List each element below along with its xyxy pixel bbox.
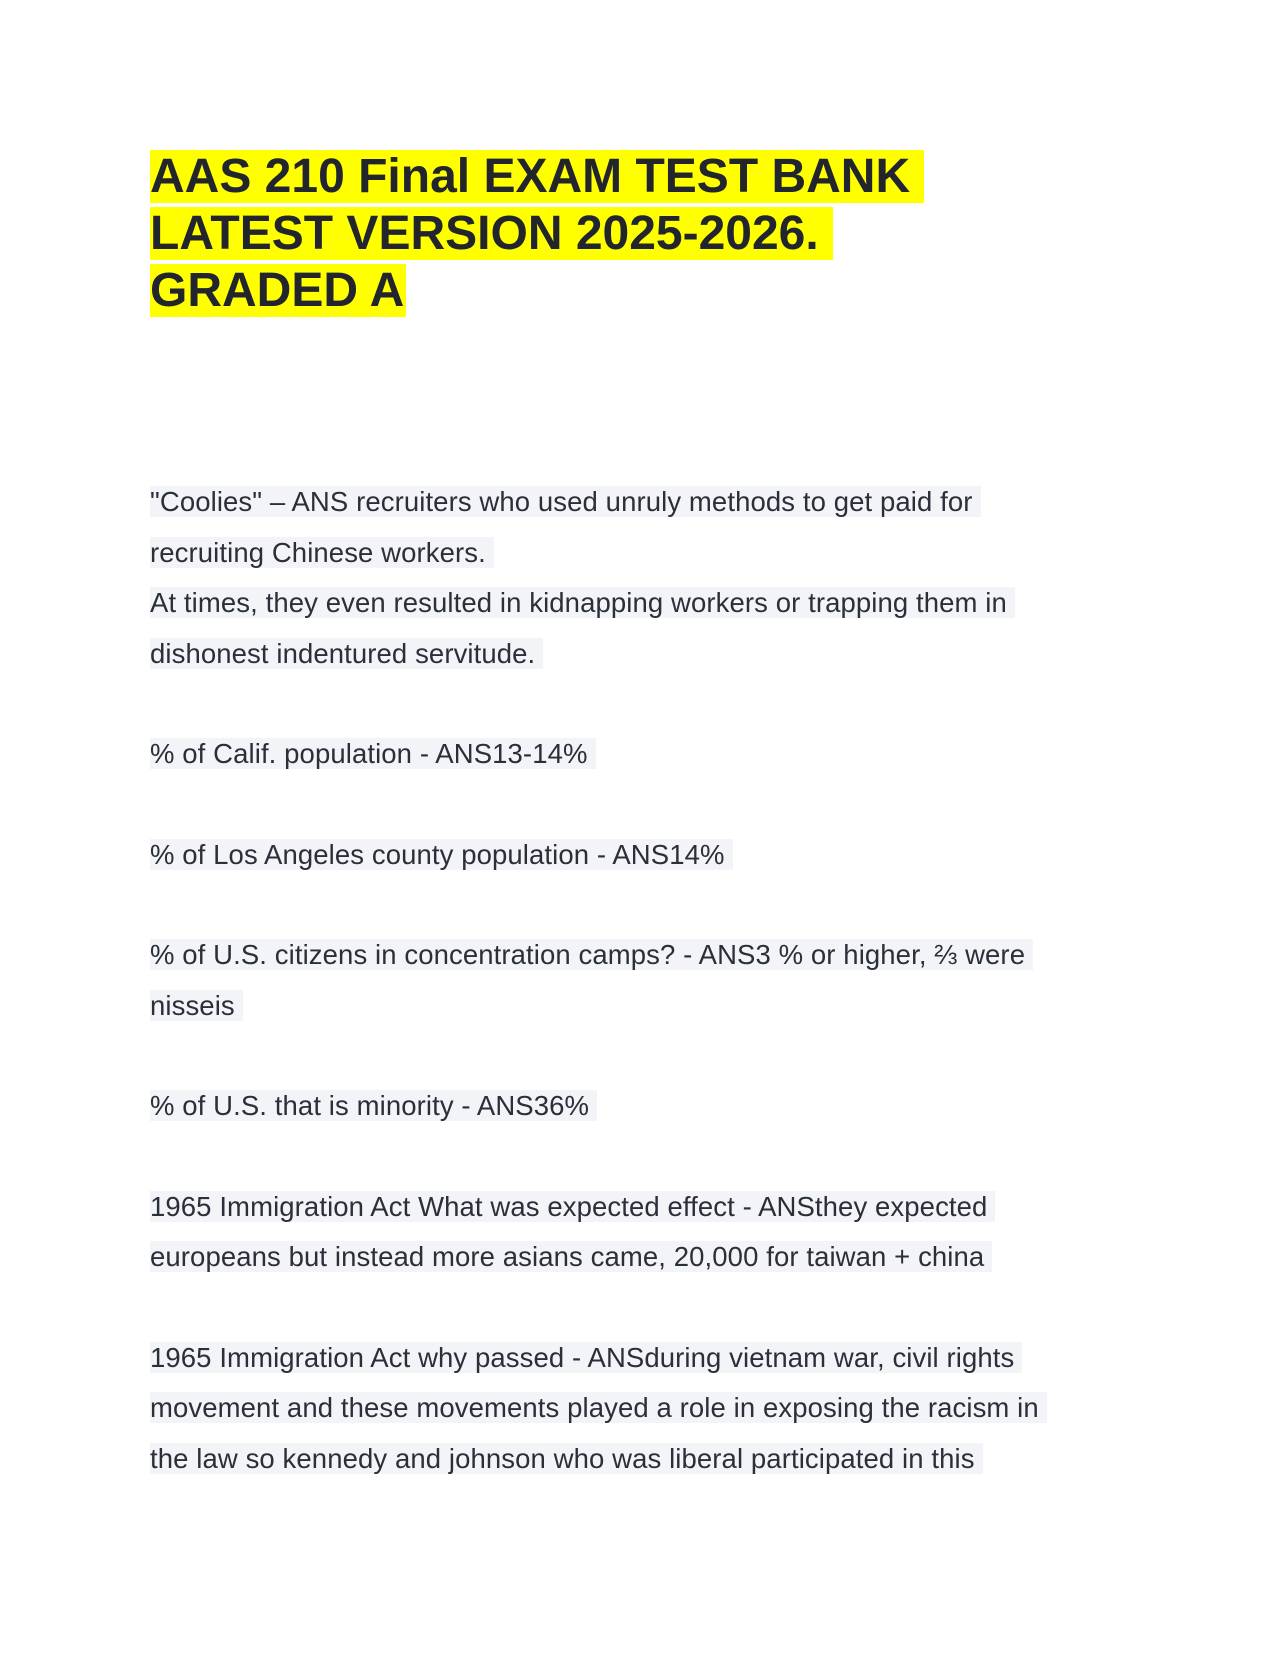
text-line: movement and these movements played a role in exposing the racism in [150, 1383, 1130, 1434]
text-line: % of U.S. citizens in concentration camps? - ANS3 % or higher, ⅔ were [150, 930, 1130, 981]
document-page [150, 148, 1130, 1534]
text-line: At times, they even resulted in kidnapping workers or trapping them in [150, 578, 1130, 629]
title-line: GRADED A [150, 264, 405, 317]
text-line: % of U.S. that is minority - ANS36% [150, 1081, 1130, 1132]
qa-entry-1965-act-expected-effect [150, 1182, 1130, 1283]
text-line: europeans but instead more asians came, 20,000 for taiwan + china [150, 1232, 1130, 1283]
text-line: nisseis [150, 981, 1130, 1032]
text-line: "Coolies" – ANS recruiters who used unruly methods to get paid for [150, 477, 1130, 528]
document-body [150, 477, 1130, 1484]
text-line: dishonest indentured servitude. [150, 629, 1130, 680]
text-line: recruiting Chinese workers. [150, 528, 1130, 579]
text-line: the law so kennedy and johnson who was liberal participated in this [150, 1434, 1130, 1485]
title-line: LATEST VERSION 2025-2026. [150, 205, 1130, 262]
qa-entry-us-minority [150, 1081, 1130, 1132]
document-title [150, 148, 1130, 319]
text-line: 1965 Immigration Act why passed - ANSduring vietnam war, civil rights [150, 1333, 1130, 1384]
qa-entry-coolies [150, 477, 1130, 679]
text-line: % of Calif. population - ANS13-14% [150, 729, 1130, 780]
qa-entry-la-county-population [150, 830, 1130, 881]
text-line: 1965 Immigration Act What was expected effect - ANSthey expected [150, 1182, 1130, 1233]
qa-entry-1965-act-why-passed [150, 1333, 1130, 1485]
qa-entry-concentration-camps [150, 930, 1130, 1031]
title-line: AAS 210 Final EXAM TEST BANK [150, 148, 1130, 205]
qa-entry-calif-population [150, 729, 1130, 780]
text-line: % of Los Angeles county population - ANS14% [150, 830, 1130, 881]
